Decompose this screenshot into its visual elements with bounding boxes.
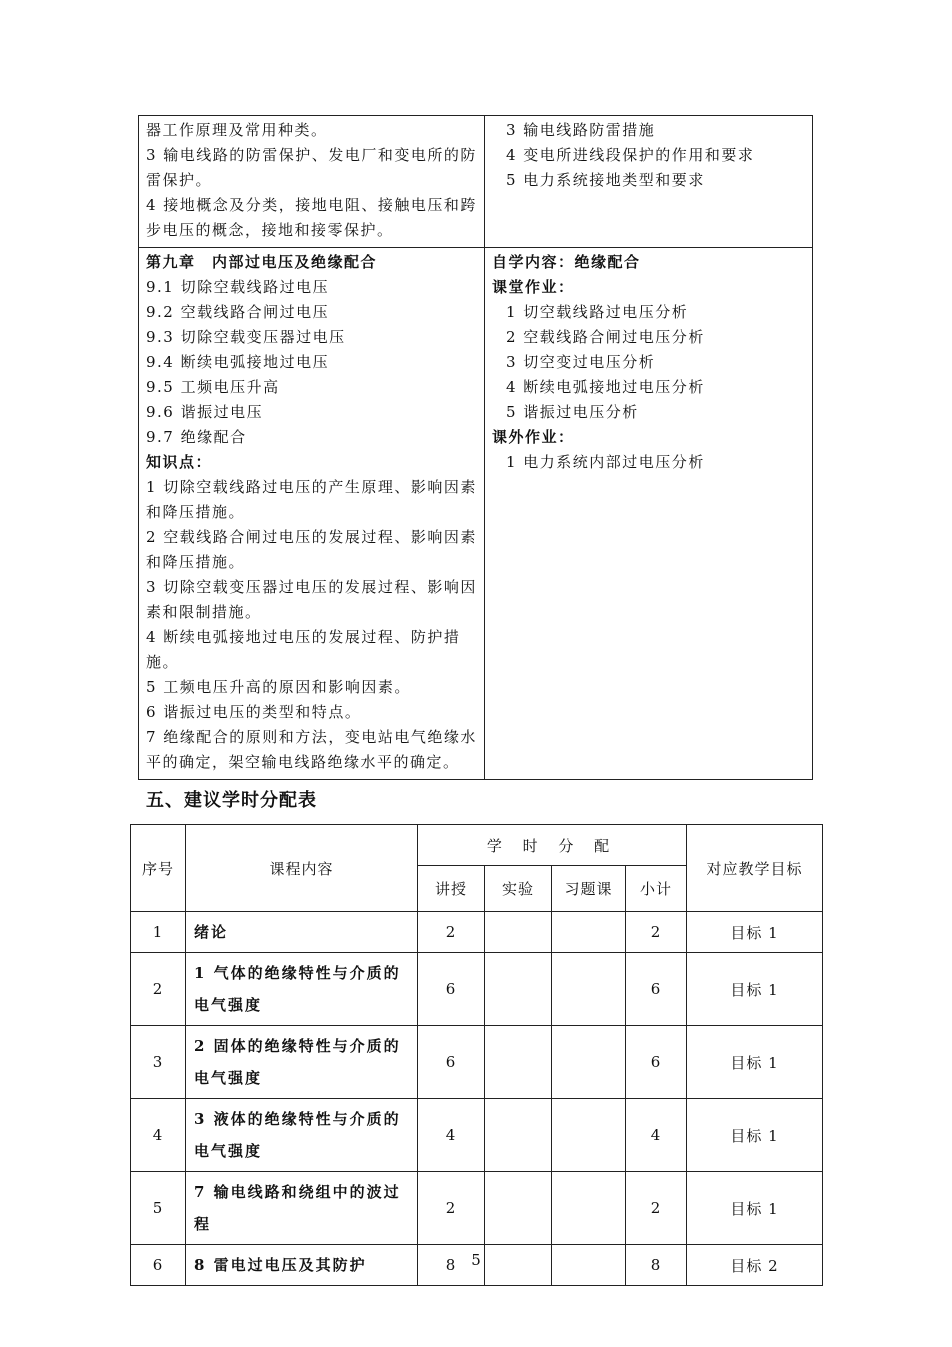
row-content: 3 液体的绝缘特性与介质的电气强度 [186,1099,418,1172]
text-line: 3 输电线路防雷措施 [506,121,656,139]
row-objective: 目标 1 [687,1172,823,1245]
row-exercise [552,912,626,953]
header-no: 序号 [131,825,186,912]
header-allocation: 学 时 分 配 [418,825,687,866]
table-row [131,953,823,1026]
chapter9-row [139,248,813,780]
hours-allocation-table [130,824,823,1286]
header-objective: 对应教学目标 [687,825,823,912]
row-content: 8 雷电过电压及其防护 [186,1245,418,1286]
row-experiment [485,953,552,1026]
row-experiment [485,1099,552,1172]
section-item: 9.1 切除空载线路过电压 [146,278,330,296]
row-experiment [485,1026,552,1099]
knowledge-line: 和降压措施。 [146,553,246,571]
classwork-item: 2 空载线路合闸过电压分析 [506,328,705,346]
classwork-item: 3 切空变过电压分析 [506,353,656,371]
row-no: 5 [131,1172,186,1245]
chapter-title: 第九章 内部过电压及绝缘配合 [146,253,378,271]
text-line: 雷保护。 [146,171,213,189]
text-line: 4 接地概念及分类，接地电阻、接触电压和跨 [146,196,477,214]
row-no: 4 [131,1099,186,1172]
knowledge-label: 知识点： [146,453,213,471]
row-subtotal: 2 [626,912,687,953]
text-line: 3 输电线路的防雷保护、发电厂和变电所的防 [146,146,477,164]
row-exercise [552,1172,626,1245]
knowledge-line: 2 空载线路合闸过电压的发展过程、影响因素 [146,528,477,546]
row-content: 1 气体的绝缘特性与介质的电气强度 [186,953,418,1026]
row-experiment [485,1172,552,1245]
header-lecture: 讲授 [418,866,485,912]
classwork-item: 1 切空载线路过电压分析 [506,303,689,321]
table-row [131,1099,823,1172]
row-exercise [552,1026,626,1099]
row-experiment [485,912,552,953]
row-subtotal: 6 [626,953,687,1026]
chapter9-left-cell [139,248,485,780]
knowledge-line: 和降压措施。 [146,503,246,521]
continuation-right-cell [485,116,813,248]
row-content: 2 固体的绝缘特性与介质的电气强度 [186,1026,418,1099]
row-no: 1 [131,912,186,953]
row-subtotal: 4 [626,1099,687,1172]
knowledge-line: 5 工频电压升高的原因和影响因素。 [146,678,411,696]
row-no: 6 [131,1245,186,1286]
homework-label: 课外作业： [492,428,575,446]
table-row [131,1172,823,1245]
knowledge-line: 6 谐振过电压的类型和特点。 [146,703,362,721]
text-line: 4 变电所进线段保护的作用和要求 [506,146,755,164]
row-content: 绪论 [186,912,418,953]
row-lecture: 2 [418,1172,485,1245]
row-subtotal: 2 [626,1172,687,1245]
row-lecture: 2 [418,912,485,953]
row-content: 7 输电线路和绕组中的波过程 [186,1172,418,1245]
row-subtotal: 6 [626,1026,687,1099]
section-item: 9.7 绝缘配合 [146,428,247,446]
row-no: 2 [131,953,186,1026]
row-lecture: 8 [418,1245,485,1286]
section-item: 9.4 断续电弧接地过电压 [146,353,330,371]
section-item: 9.6 谐振过电压 [146,403,264,421]
knowledge-line: 素和限制措施。 [146,603,262,621]
row-objective: 目标 2 [687,1245,823,1286]
knowledge-line: 1 切除空载线路过电压的产生原理、影响因素 [146,478,477,496]
row-no: 3 [131,1026,186,1099]
row-objective: 目标 1 [687,953,823,1026]
course-content-table [138,115,813,780]
header-subtotal: 小计 [626,866,687,912]
knowledge-line: 4 断续电弧接地过电压的发展过程、防护措 [146,628,461,646]
continuation-row [139,116,813,248]
classwork-label: 课堂作业： [492,278,575,296]
section-item: 9.5 工频电压升高 [146,378,280,396]
self-study-label: 自学内容：绝缘配合 [492,253,641,271]
text-line: 器工作原理及常用种类。 [146,121,328,139]
header-experiment: 实验 [485,866,552,912]
homework-item: 1 电力系统内部过电压分析 [506,453,705,471]
header-row [131,825,823,866]
row-lecture: 4 [418,1099,485,1172]
page-number: 5 [471,1251,481,1269]
header-exercise: 习题课 [552,866,626,912]
knowledge-line: 平的确定，架空输电线路绝缘水平的确定。 [146,753,460,771]
knowledge-line: 7 绝缘配合的原则和方法，变电站电气绝缘水 [146,728,477,746]
continuation-left-cell [139,116,485,248]
header-content: 课程内容 [186,825,418,912]
section-item: 9.3 切除空载变压器过电压 [146,328,346,346]
text-line: 5 电力系统接地类型和要求 [506,171,705,189]
section-item: 9.2 空载线路合闸过电压 [146,303,330,321]
table-row [131,912,823,953]
classwork-item: 5 谐振过电压分析 [506,403,639,421]
text-line: 步电压的概念，接地和接零保护。 [146,221,394,239]
row-objective: 目标 1 [687,912,823,953]
row-objective: 目标 1 [687,1099,823,1172]
row-objective: 目标 1 [687,1026,823,1099]
knowledge-line: 施。 [146,653,180,671]
chapter9-right-cell [485,248,813,780]
row-lecture: 6 [418,1026,485,1099]
classwork-item: 4 断续电弧接地过电压分析 [506,378,705,396]
row-exercise [552,1099,626,1172]
row-lecture: 6 [418,953,485,1026]
table-row [131,1026,823,1099]
section-title: 五、建议学时分配表 [146,790,317,811]
knowledge-line: 3 切除空载变压器过电压的发展过程、影响因 [146,578,477,596]
row-subtotal: 8 [626,1245,687,1286]
row-exercise [552,953,626,1026]
